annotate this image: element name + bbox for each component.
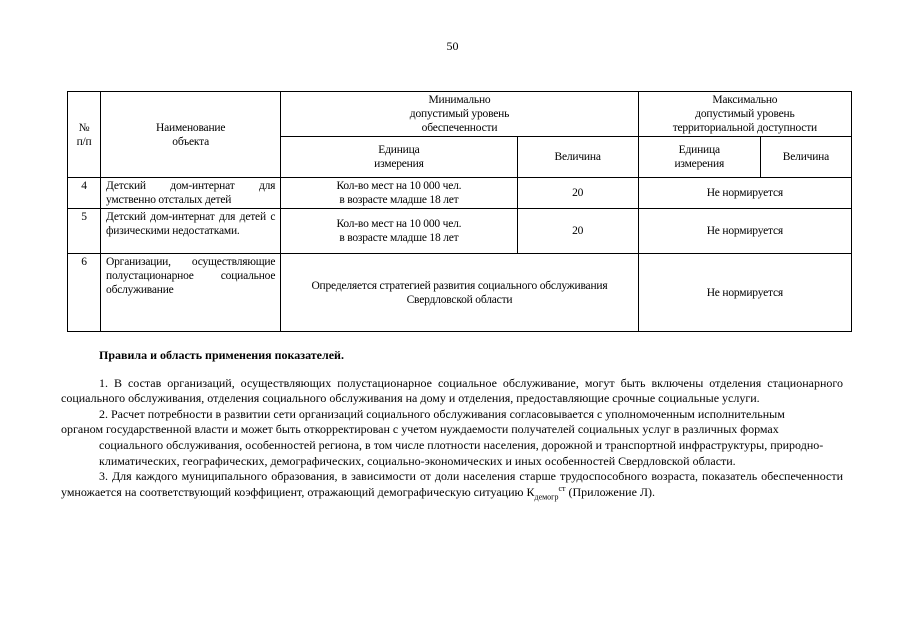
rules-paragraph-3: 3. Для каждого муниципального образования, в зависимости от доли населения старше трудоспособного возраста, показатель обеспеченности умножается на соответствующий коэффициент, отражающий демографическую ситуацию $К_{демогр}^{ст}$ (Приложение Л). (61, 469, 843, 502)
header-min-value: Величина (517, 137, 638, 178)
header-max-level: Максимально допустимый уровень территориальной доступности (638, 92, 851, 137)
header-max-value: Величина (760, 137, 851, 178)
row-value: 20 (517, 178, 638, 209)
table-row (68, 254, 852, 332)
row-object-name: Детский дом-интернат для умственно отсталых детей (101, 178, 281, 209)
row-max-level: Не нормируется (638, 209, 851, 254)
header-col-name: Наименование объекта (101, 92, 281, 178)
table-header-row (68, 92, 852, 137)
header-max-unit: Единица измерения (638, 137, 760, 178)
header-col-number: № п/п (68, 92, 101, 178)
row-value: 20 (517, 209, 638, 254)
row-max-level: Не нормируется (638, 254, 851, 332)
norms-table (67, 91, 852, 332)
rules-paragraph-2: 2. Расчет потребности в развитии сети организаций социального обслуживания согласовывается с уполномоченным исполнительным органом государственной власти и может быть откорректирован с учетом нуждаемости получателей социальных услуг в различных формах социального обслуживания, особенностей региона, в том числе плотности населения, дорожной и транспортной инфраструктуры, природно- климатических, географических, демографических, социально-экономических и иных особенностей Свердловской области. (61, 406, 824, 468)
rules-title: Правила и область применения показателей. (99, 348, 344, 362)
row-number: 4 (68, 178, 101, 209)
row-object-name: Детский дом-интернат для детей с физическими недостатками. (101, 209, 281, 254)
row-number: 6 (68, 254, 101, 332)
row-min-merged: Определяется стратегией развития социального обслуживания Свердловской области (281, 254, 638, 332)
row-number: 5 (68, 209, 101, 254)
header-min-unit: Единица измерения (281, 137, 517, 178)
row-unit: Кол-во мест на 10 000 чел. в возрасте младше 18 лет (281, 209, 517, 254)
row-unit: Кол-во мест на 10 000 чел. в возрасте младше 18 лет (281, 178, 517, 209)
row-object-name: Организации, осуществляющие полустационарное социальное обслуживание (101, 254, 281, 332)
page-number: 50 (446, 39, 459, 53)
rules-paragraph-1: 1. В состав организаций, осуществляющих полустационарное социальное обслуживание, могут быть включены отделения стационарного социального обслуживания, отделения социального обслуживания на дому и отделения, предоставляющие срочные социальные услуги. (61, 375, 843, 406)
rules-section (61, 348, 843, 500)
row-max-level: Не нормируется (638, 178, 851, 209)
table-row (68, 178, 852, 209)
table-row (68, 209, 852, 254)
coefficient-subscript: демогр (534, 492, 559, 502)
coefficient-superscript: ст (558, 483, 566, 493)
header-min-level: Минимально допустимый уровень обеспеченности (281, 92, 638, 137)
